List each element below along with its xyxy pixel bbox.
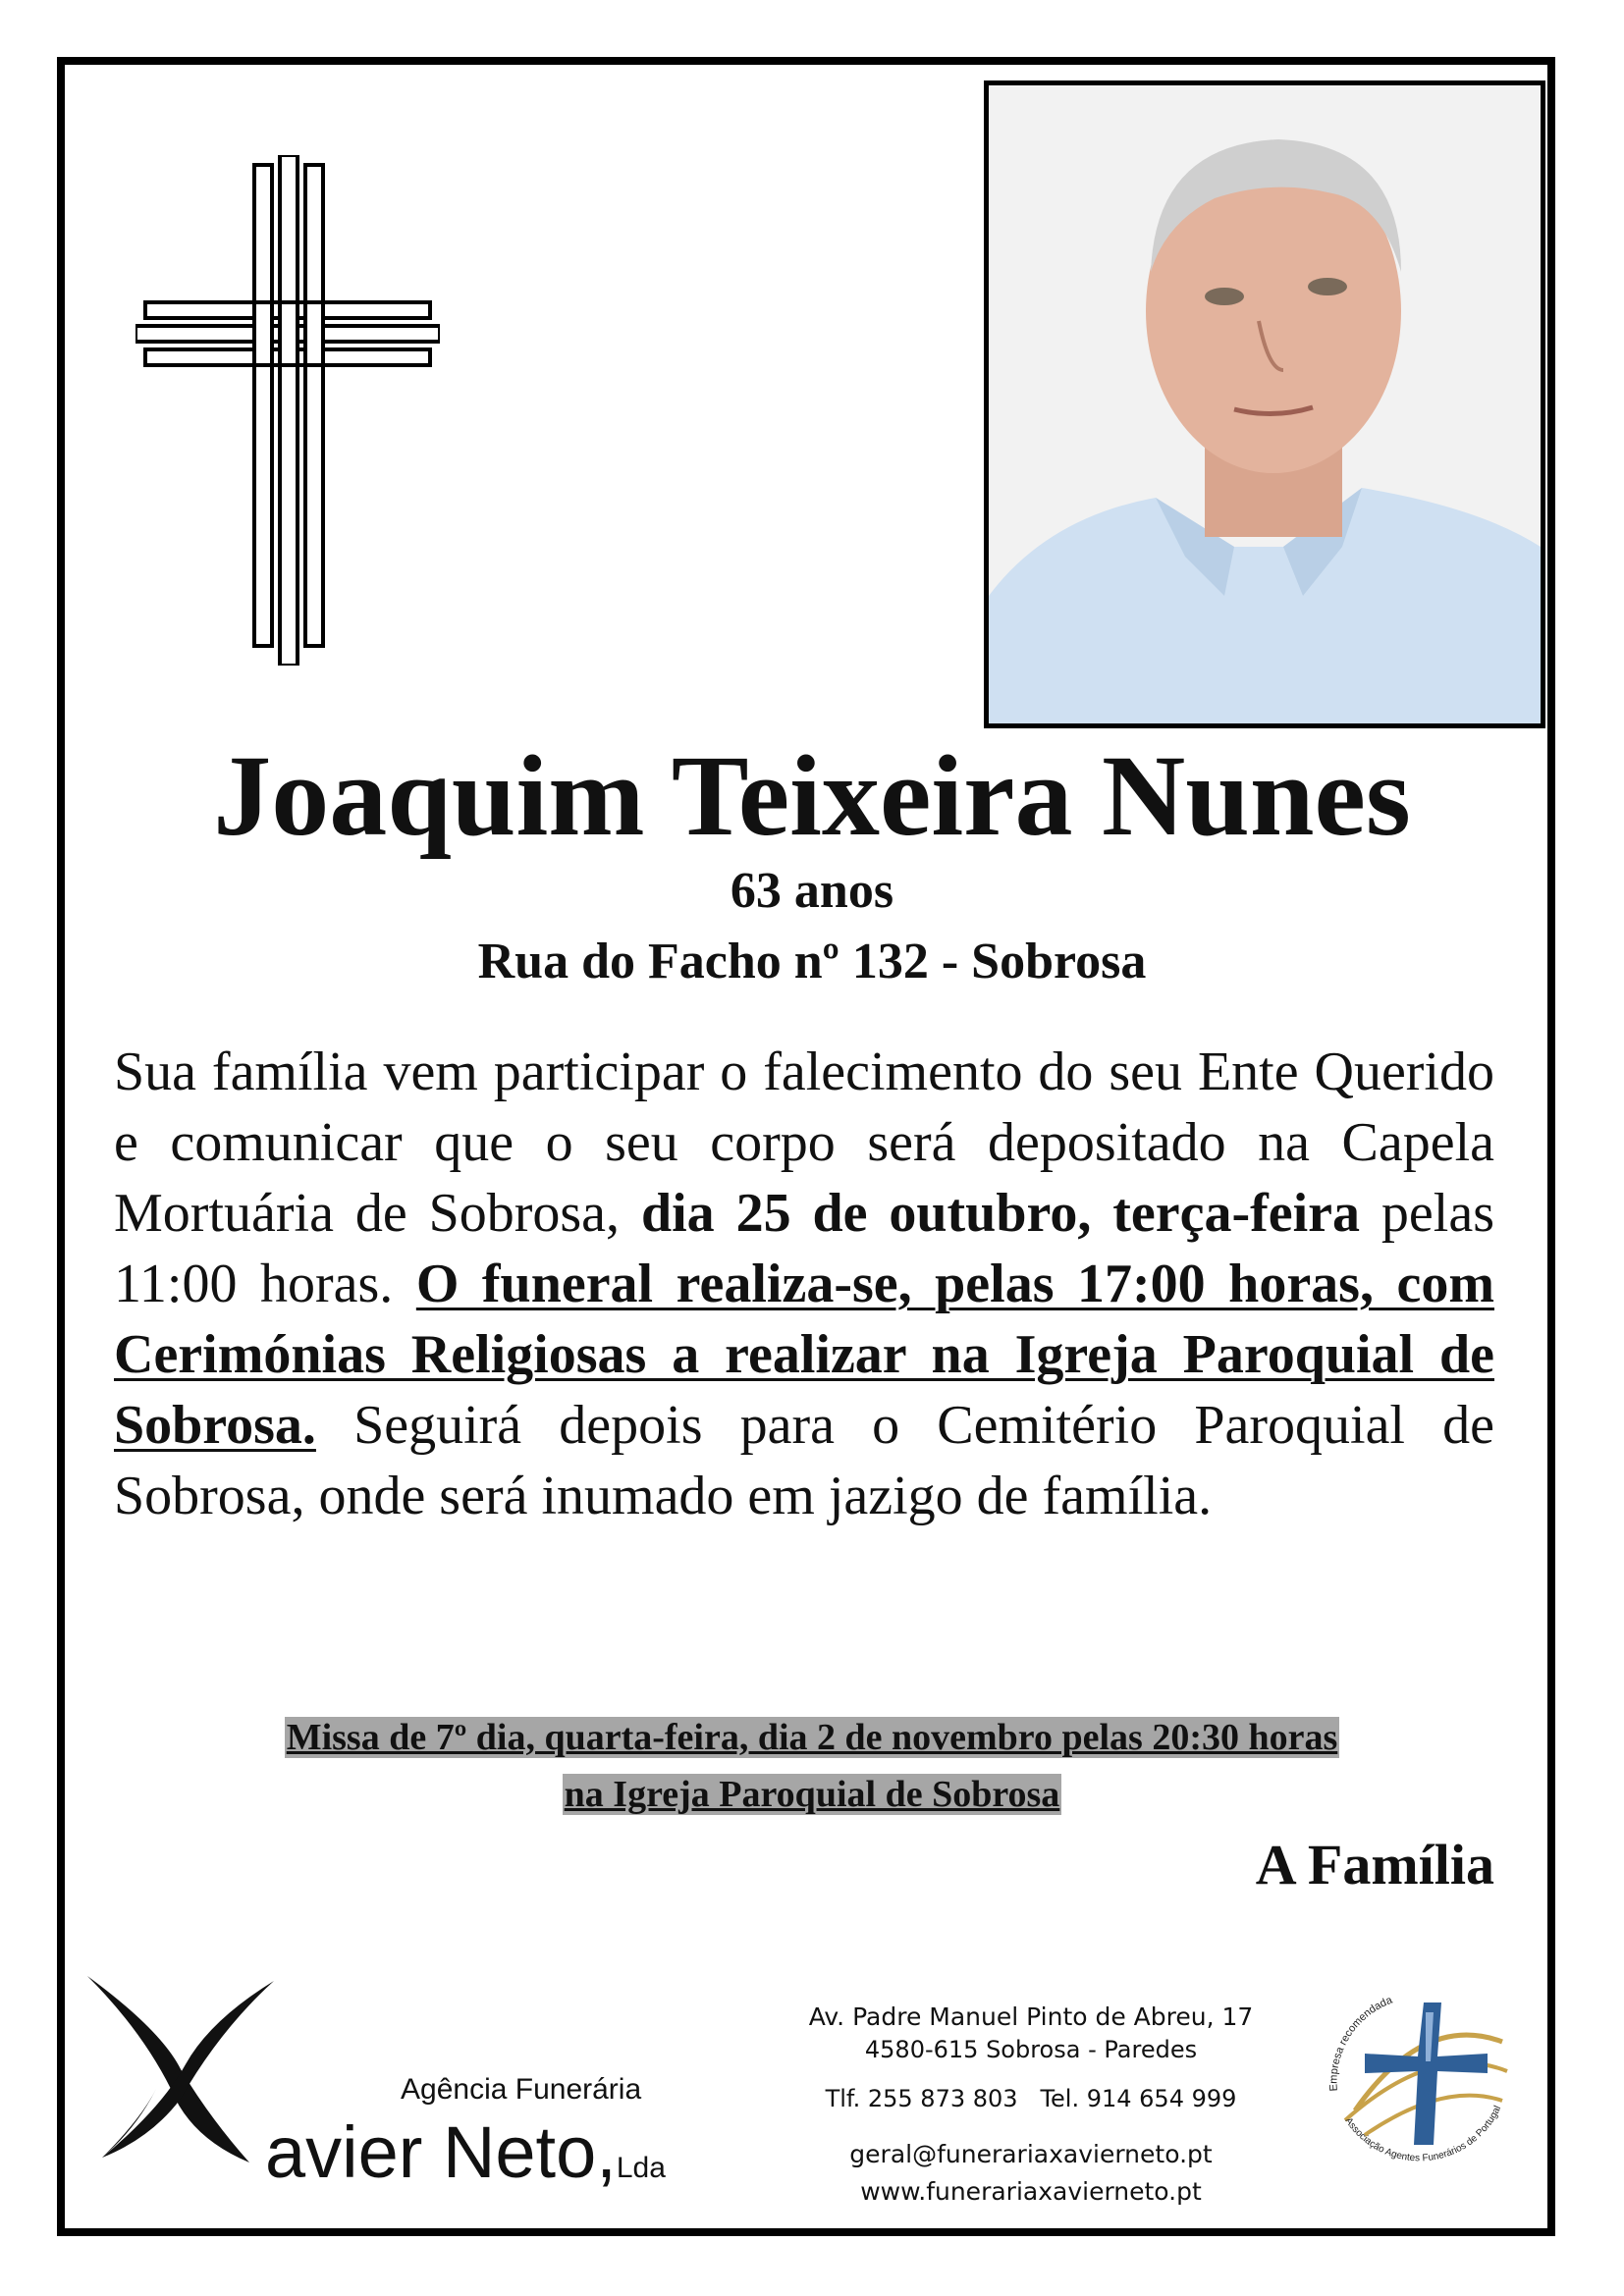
announcement-part-3: pelas 11:00 horas.	[114, 1183, 1494, 1314]
svg-text:Associação Agentes Funerários: Associação Agentes Funerários de Portugal	[1342, 2104, 1504, 2164]
agency-name	[265, 2110, 666, 2194]
agency-email: geral@funerariaxavierneto.pt	[849, 2140, 1213, 2168]
deceased-photo	[984, 80, 1545, 728]
agency-suffix: Lda	[616, 2152, 666, 2184]
agency-address-line-1: Av. Padre Manuel Pinto de Abreu, 17	[808, 2002, 1254, 2031]
mass-notice-line-1: Missa de 7º dia, quarta-feira, dia 2 de novembro pelas 20:30 horas	[286, 1717, 1338, 1758]
announcement-text	[114, 1037, 1494, 1531]
announcement-part-5: Seguirá depois para o Cemitério Paroquial de Sobrosa, onde será inumado em jazigo de família.	[114, 1395, 1494, 1526]
deceased-address: Rua do Facho nº 132 - Sobrosa	[477, 934, 1147, 989]
deceased-age: 63 anos	[730, 863, 894, 919]
agency-label: Agência Funerária	[401, 2073, 642, 2106]
deceased-name: Joaquim Teixeira Nunes	[213, 731, 1411, 860]
agency-phones: Tlf. 255 873 803 Tel. 914 654 999	[825, 2085, 1237, 2112]
agency-address-line-2: 4580-615 Sobrosa - Paredes	[864, 2036, 1198, 2063]
svg-text:Empresa recomendada: Empresa recomendada	[1327, 1994, 1394, 2092]
agency-website: www.funerariaxavierneto.pt	[860, 2177, 1202, 2206]
announcement-date: dia 25 de outubro, terça-feira	[640, 1183, 1361, 1244]
xavier-neto-logo-icon	[82, 1971, 279, 2167]
cross-icon	[135, 155, 440, 666]
association-seal-icon	[1316, 1973, 1522, 2187]
mass-notice-line-2: na Igreja Paroquial de Sobrosa	[564, 1774, 1060, 1815]
announcement-part-1: Sua família vem participar o falecimento do seu Ente Querido e comunicar que o seu corpo será depositado na Capela Mortuária de Sobrosa,	[114, 1041, 1494, 1244]
family-signature: A Família	[1255, 1833, 1494, 1896]
funeral-details: O funeral realiza-se, pelas 17:00 horas, com Cerimónias Religiosas a realizar na Igreja Paroquial de Sobrosa.	[114, 1254, 1494, 1456]
agency-name-text: avier Neto,	[265, 2111, 617, 2193]
